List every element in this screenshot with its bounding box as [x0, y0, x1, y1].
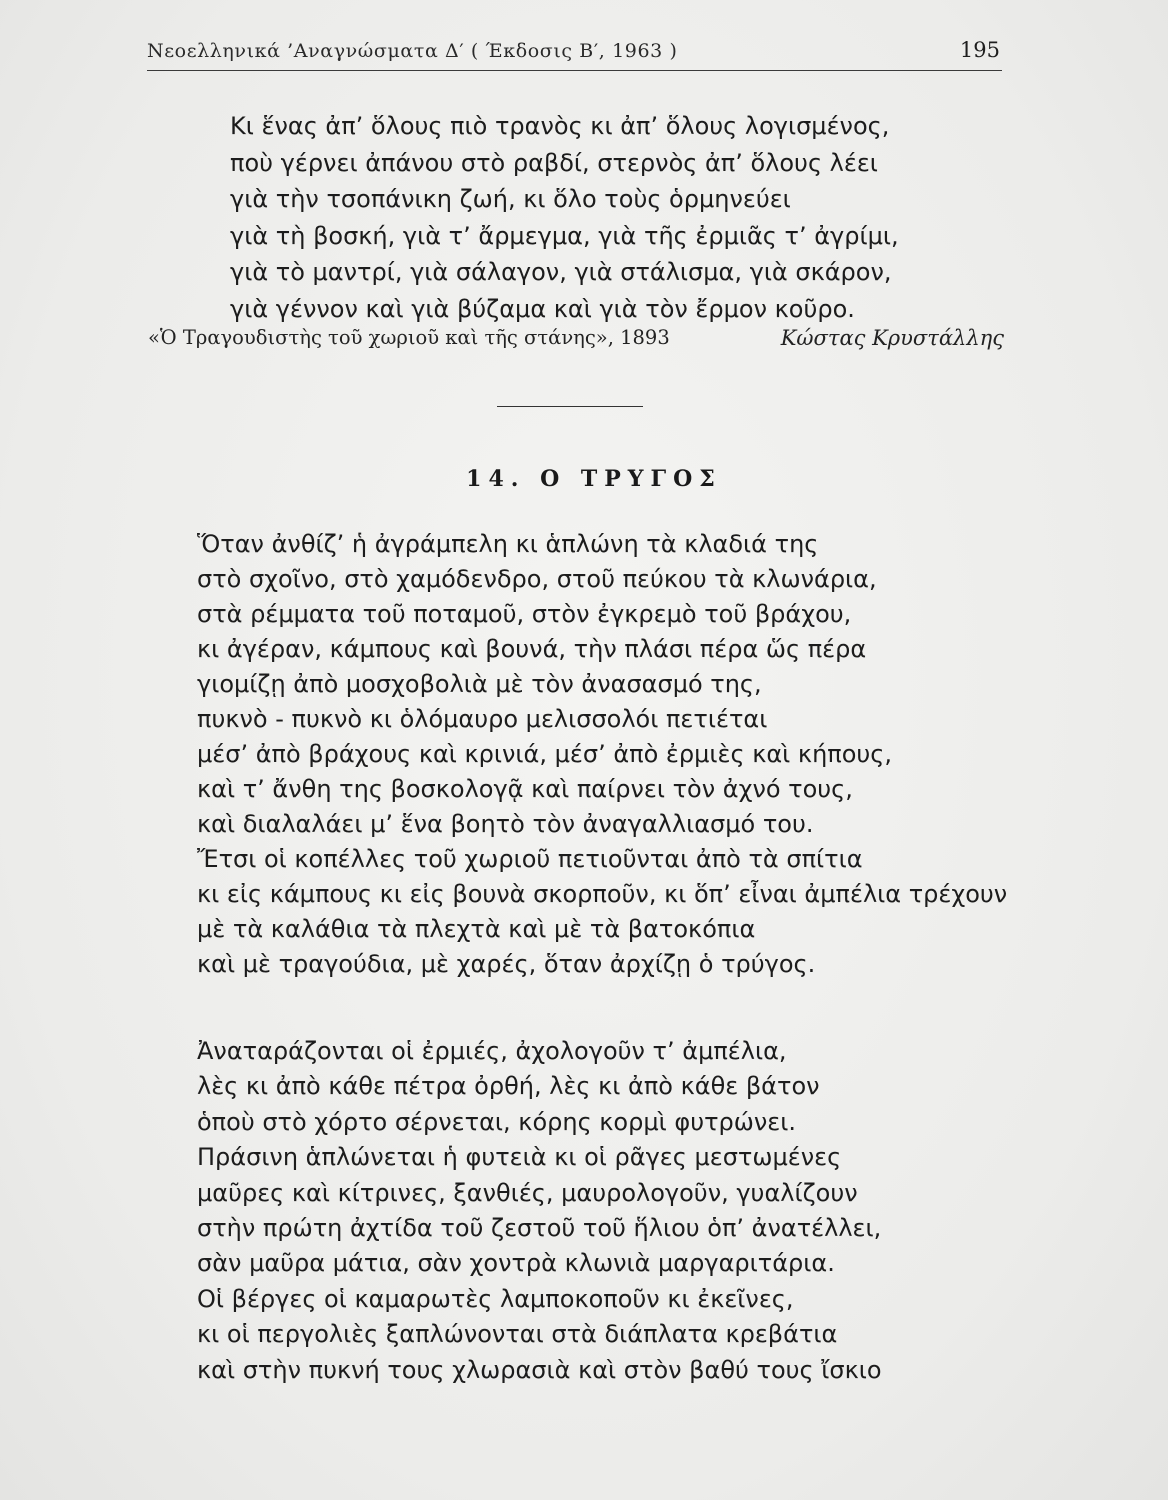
- verse-line: γιὰ τὴν τσοπάνικη ζωή, κι ὅλο τοὺς ὁρμηνεύει: [230, 185, 791, 213]
- verse-line: γιομίζῃ ἀπὸ μοσχοβολιὰ μὲ τὸν ἀνασασμό της,: [197, 670, 762, 698]
- verse-line: λὲς κι ἀπὸ κάθε πέτρα ὀρθή, λὲς κι ἀπὸ κάθε βάτον: [197, 1072, 820, 1101]
- verse-line: στὴν πρώτη ἀχτίδα τοῦ ζεστοῦ τοῦ ἥλιου ὁπ’ ἀνατέλλει,: [197, 1213, 882, 1242]
- verse-line: καὶ στὴν πυκνή τους χλωρασιὰ καὶ στὸν βαθύ τους ἴσκιο: [197, 1355, 882, 1384]
- verse-line: γιὰ τὴ βοσκή, γιὰ τ’ ἄρμεγμα, γιὰ τῆς ἐρμιᾶς τ’ ἀγρίμι,: [230, 221, 899, 250]
- verse-line: πυκνὸ - πυκνὸ κι ὁλόμαυρο μελισσολόι πετιέται: [197, 705, 768, 733]
- verse-line: ποὺ γέρνει ἀπάνου στὸ ραβδί, στερνὸς ἀπ’ ὅλους λέει: [230, 148, 878, 177]
- attribution-source: «Ὁ Τραγουδιστὴς τοῦ χωριοῦ καὶ τῆς στάνης», 1893: [148, 326, 670, 349]
- running-head: Νεοελληνικά ’Αναγνώσματα Δ′ ( Έκδοσις Β′, 1963 ): [147, 40, 678, 62]
- poem-trygos-stanza-1: [197, 527, 1007, 982]
- page-number: 195: [959, 38, 1000, 62]
- verse-line: Πράσινη ἁπλώνεται ἡ φυτειὰ κι οἱ ρᾶγες μεστωμένες: [197, 1143, 842, 1172]
- verse-line: σὰν μαῦρα μάτια, σὰν χοντρὰ κλωνιὰ μαργαριτάρια.: [197, 1249, 835, 1278]
- section-title: 14. Ο ΤΡΥΓΟΣ: [466, 466, 722, 492]
- verse-line: στὰ ρέμματα τοῦ ποταμοῦ, στὸν ἐγκρεμὸ τοῦ βράχου,: [197, 600, 852, 628]
- verse-line: ὁποὺ στὸ χόρτο σέρνεται, κόρης κορμὶ φυτρώνει.: [197, 1107, 796, 1136]
- verse-line: γιὰ τὸ μαντρί, γιὰ σάλαγον, γιὰ στάλισμα, γιὰ σκάρον,: [230, 258, 892, 286]
- attribution-author: Κώστας Κρυστάλλης: [780, 326, 1004, 350]
- verse-line: καὶ διαλαλάει μ’ ἕνα βοητὸ τὸν ἀναγαλλιασμό του.: [197, 810, 814, 838]
- verse-line: Ἀναταράζονται οἱ ἐρμιές, ἀχολογοῦν τ’ ἀμπέλια,: [197, 1037, 787, 1065]
- section-divider: [497, 406, 643, 407]
- verse-line: Κι ἕνας ἀπ’ ὅλους πιὸ τρανὸς κι ἀπ’ ὅλους λογισμένος,: [230, 112, 890, 140]
- poem-krystallis: [230, 108, 899, 327]
- verse-line: Ἔτσι οἱ κοπέλλες τοῦ χωριοῦ πετιοῦνται ἀπὸ τὰ σπίτια: [197, 845, 863, 873]
- verse-line: καὶ μὲ τραγούδια, μὲ χαρές, ὅταν ἀρχίζῃ ὁ τρύγος.: [197, 950, 816, 978]
- verse-line: μέσ’ ἀπὸ βράχους καὶ κρινιά, μέσ’ ἀπὸ ἐρμιὲς καὶ κήπους,: [197, 740, 893, 768]
- verse-line: κι ἀγέραν, κάμπους καὶ βουνά, τὴν πλάσι πέρα ὥς πέρα: [197, 635, 867, 663]
- verse-line: Ὅταν ἀνθίζ’ ἡ ἀγράμπελη κι ἁπλώνη τὰ κλαδιά της: [197, 530, 819, 558]
- verse-line: καὶ τ’ ἄνθη της βοσκολογᾷ καὶ παίρνει τὸν ἀχνό τους,: [197, 775, 853, 803]
- verse-line: μαῦρες καὶ κίτρινες, ξανθιές, μαυρολογοῦν, γυαλίζουν: [197, 1178, 858, 1207]
- verse-line: κι εἰς κάμπους κι εἰς βουνὰ σκορποῦν, κι ὅπ’ εἶναι ἀμπέλια τρέχουν: [197, 880, 1008, 908]
- verse-line: γιὰ γέννον καὶ γιὰ βύζαμα καὶ γιὰ τὸν ἔρμον κοῦρο.: [230, 294, 855, 323]
- poem-attribution: [148, 322, 1004, 358]
- verse-line: μὲ τὰ καλάθια τὰ πλεχτὰ καὶ μὲ τὰ βατοκόπια: [197, 915, 756, 943]
- verse-line: Οἱ βέργες οἱ καμαρωτὲς λαμποκοποῦν κι ἐκεῖνες,: [197, 1284, 794, 1313]
- page-header: [147, 30, 1002, 71]
- poem-trygos-stanza-2: [197, 1034, 882, 1388]
- verse-line: κι οἱ περγολιὲς ξαπλώνονται στὰ διάπλατα κρεβάτια: [197, 1320, 838, 1349]
- verse-line: στὸ σχοῖνο, στὸ χαμόδενδρο, στοῦ πεύκου τὰ κλωνάρια,: [197, 565, 877, 593]
